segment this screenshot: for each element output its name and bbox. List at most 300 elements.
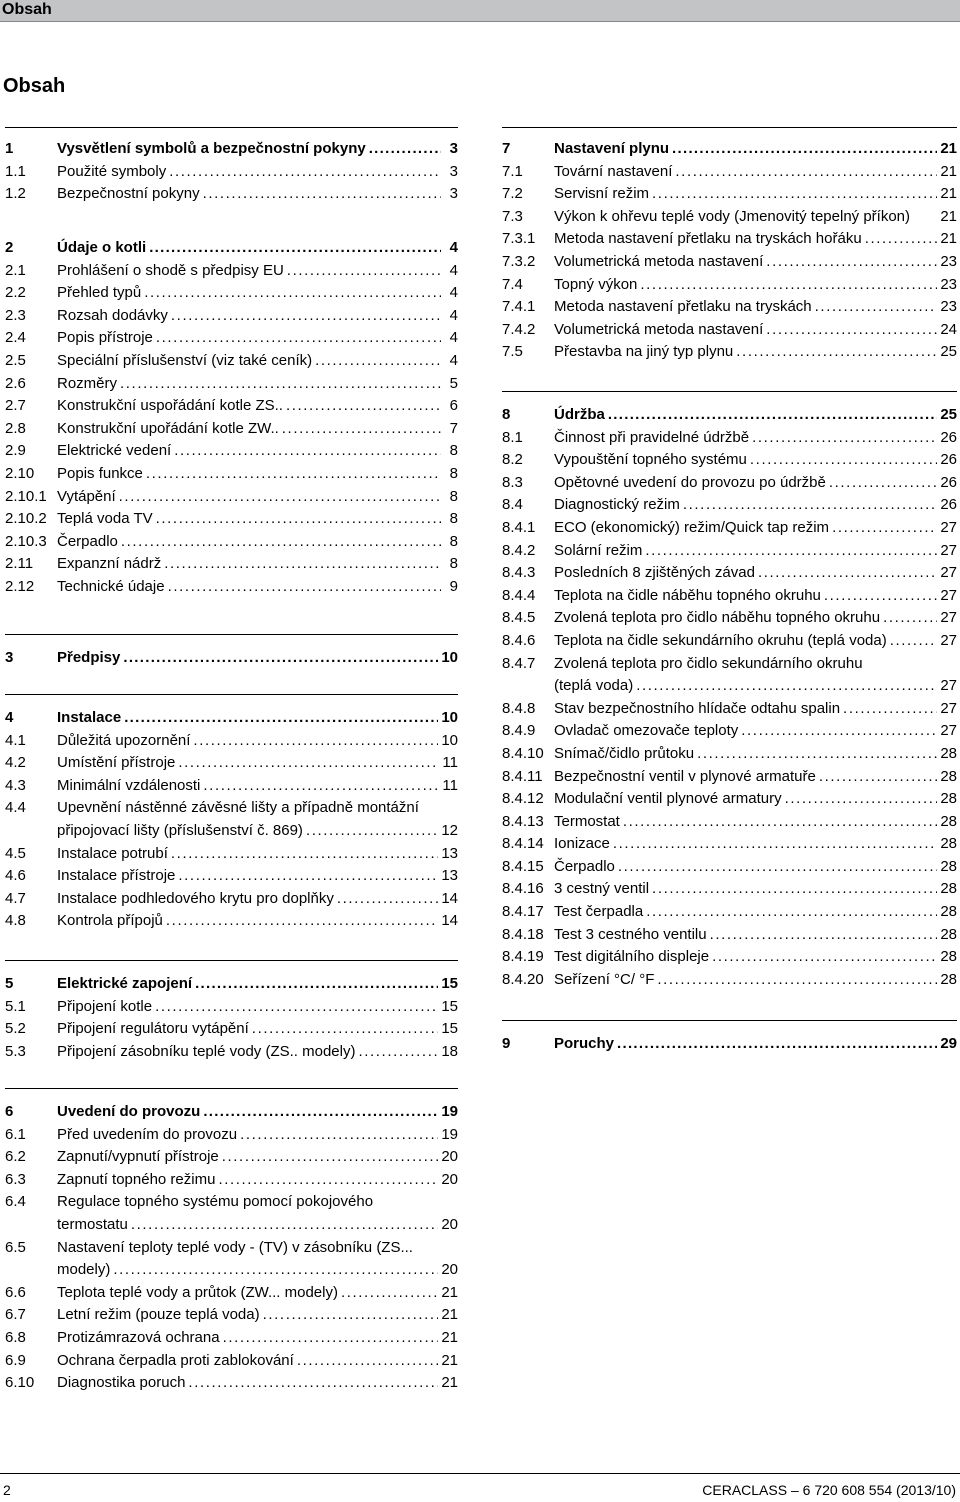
- toc-entry-label: Minimální vzdálenosti: [57, 776, 201, 794]
- toc-entry-page: 8: [449, 442, 458, 460]
- toc-entry-label: Tovární nastavení: [554, 162, 673, 180]
- toc-entry-page: 23: [940, 252, 957, 270]
- toc-entry-8-4-3[interactable]: [502, 562, 957, 585]
- toc-entry-label: Přehled typů: [57, 284, 142, 302]
- toc-entry-label: Údržba: [554, 406, 605, 423]
- toc-section-1: [5, 127, 458, 206]
- toc-entry-2[interactable]: [5, 237, 458, 260]
- toc-entry-page: 21: [441, 1374, 458, 1392]
- dot-leader: [646, 901, 937, 924]
- toc-entry-label: Speciální příslušenství (viz také ceník): [57, 351, 313, 369]
- toc-entry-number: 8.4.14: [502, 835, 544, 853]
- toc-section-8: [502, 391, 957, 991]
- toc-entry-label: Bezpečnostní ventil v plynové armatuře: [554, 767, 816, 785]
- toc-entry-number: 8.2: [502, 451, 523, 469]
- toc-entry-page: 3: [449, 185, 458, 203]
- toc-entry-label: Seřízení °C/ °F: [554, 970, 655, 988]
- toc-entry-page: 21: [940, 230, 957, 248]
- toc-entry-label: Solární režim: [554, 541, 643, 559]
- toc-entry-2-7[interactable]: [5, 395, 458, 418]
- dot-leader: [144, 282, 441, 305]
- toc-entry-label: Letní režim (pouze teplá voda): [57, 1306, 260, 1324]
- dot-leader: [178, 865, 438, 888]
- toc-entry-page: 27: [940, 699, 957, 717]
- toc-entry-8-4-16[interactable]: [502, 878, 957, 901]
- toc-entry-label: Nastavení plynu: [554, 140, 670, 157]
- toc-entry-number: 7.3: [502, 207, 523, 225]
- toc-entry-page: 10: [441, 709, 458, 726]
- toc-entry-8-4-13[interactable]: [502, 811, 957, 834]
- toc-section-3: [5, 634, 458, 670]
- toc-entry-number: 4.3: [5, 776, 26, 794]
- toc-entry-number: 4.2: [5, 754, 26, 772]
- toc-entry-8-4-20[interactable]: [502, 969, 957, 992]
- toc-entry-label: Zvolená teplota pro čidlo náběhu topného okruhu: [554, 609, 881, 627]
- toc-entry-page: 27: [940, 586, 957, 604]
- toc-entry-page: 28: [940, 835, 957, 853]
- toc-entry-number: 2.12: [5, 577, 35, 595]
- toc-entry-6-4[interactable]: 6.4 Regulace topného systému pomocí pokojového termostatu ..... 20: [5, 1191, 458, 1236]
- toc-entry-label: Přestavba na jiný typ plynu: [554, 343, 734, 361]
- toc-entry-9[interactable]: [502, 1033, 957, 1056]
- toc-entry-page: 28: [940, 744, 957, 762]
- dot-leader: [613, 833, 937, 856]
- dot-leader: [203, 183, 441, 206]
- dot-leader: [369, 138, 441, 161]
- toc-entry-number: 7.1: [502, 162, 523, 180]
- toc-entry-number: 2.1: [5, 261, 26, 279]
- toc-entry-label: 3 cestný ventil: [554, 880, 650, 898]
- toc-entry-8-4-10[interactable]: [502, 743, 957, 766]
- toc-entry-number: 8.4.9: [502, 722, 536, 740]
- toc-entry-page: 28: [940, 880, 957, 898]
- toc-entry-label: Připojení zásobníku teplé vody (ZS.. modely): [57, 1042, 356, 1060]
- dot-leader: [195, 973, 438, 996]
- toc-entry-page: 21: [940, 140, 957, 157]
- toc-entry-number: 8.4.13: [502, 812, 544, 830]
- dot-leader: [223, 1327, 439, 1350]
- toc-entry-page: 26: [940, 473, 957, 491]
- toc-entry-page: 21: [940, 185, 957, 203]
- toc-entry-number: 5: [5, 975, 14, 992]
- dot-leader: [203, 1101, 438, 1124]
- toc-entry-page: 21: [940, 162, 957, 180]
- toc-entry-page: 28: [940, 790, 957, 808]
- dot-leader: [675, 161, 937, 184]
- toc-entry-page: 28: [940, 857, 957, 875]
- toc-entry-4-5[interactable]: [5, 843, 458, 866]
- toc-entry-number: 8: [502, 406, 511, 423]
- dot-leader: [824, 585, 937, 608]
- toc-entry-page: 10: [441, 649, 458, 666]
- toc-entry-7-5[interactable]: [502, 341, 957, 364]
- toc-entry-number: 8.4.4: [502, 586, 536, 604]
- toc-entry-4-2[interactable]: [5, 752, 458, 775]
- toc-entry-8-4-5[interactable]: [502, 607, 957, 630]
- toc-entry-page: 21: [441, 1283, 458, 1301]
- dot-leader: [120, 373, 441, 396]
- dot-leader: [843, 698, 937, 721]
- footer-rule: [0, 1473, 960, 1474]
- toc-entry-page: 4: [449, 351, 458, 369]
- toc-entry-number: 2.4: [5, 329, 26, 347]
- toc-entry-label: Popis funkce: [57, 464, 143, 482]
- dot-leader: [657, 969, 937, 992]
- toc-entry-7-2[interactable]: [502, 183, 957, 206]
- toc-entry-6-5[interactable]: 6.5 Nastavení teploty teplé vody - (TV) v zásobníku (ZS... modely) ..... 20: [5, 1237, 458, 1282]
- toc-entry-label: Ionizace: [554, 835, 610, 853]
- toc-entry-number: 2.3: [5, 306, 26, 324]
- toc-entry-7-4-2[interactable]: [502, 319, 957, 342]
- toc-entry-number: 6.1: [5, 1125, 26, 1143]
- toc-entry-page: 8: [449, 555, 458, 573]
- toc-entry-2-8[interactable]: [5, 418, 458, 441]
- toc-entry-2-4[interactable]: [5, 327, 458, 350]
- toc-entry-4[interactable]: [5, 707, 458, 730]
- dot-leader: [315, 350, 441, 373]
- toc-entry-7-4[interactable]: [502, 274, 957, 297]
- toc-entry-4-1[interactable]: [5, 730, 458, 753]
- toc-entry-6-8[interactable]: [5, 1327, 458, 1350]
- toc-entry-page: 28: [940, 812, 957, 830]
- toc-entry-number: 1.2: [5, 185, 26, 203]
- toc-entry-8-4-7[interactable]: 8.4.7 Zvolená teplota pro čidlo sekundárního okruhu (teplá voda) ..... 27: [502, 653, 957, 698]
- toc-entry-page: 15: [441, 1020, 458, 1038]
- toc-section-6: [5, 1088, 458, 1395]
- toc-entry-1[interactable]: [5, 138, 458, 161]
- toc-entry-page: 27: [940, 518, 957, 536]
- toc-entry-7[interactable]: [502, 138, 957, 161]
- toc-entry-label: Teplá voda TV: [57, 510, 153, 528]
- toc-entry-4-3[interactable]: [5, 775, 458, 798]
- toc-entry-number: 2.5: [5, 351, 26, 369]
- toc-entry-page: 20: [441, 1170, 458, 1188]
- dot-leader: [222, 1146, 439, 1169]
- header-rule: [0, 21, 960, 22]
- toc-entry-number: 2.10.1: [5, 487, 47, 505]
- toc-entry-label: ECO (ekonomický) režim/Quick tap režim: [554, 518, 830, 536]
- toc-entry-page: 28: [940, 970, 957, 988]
- toc-entry-page: 4: [449, 239, 458, 256]
- toc-entry-number: 8.4.2: [502, 541, 536, 559]
- dot-leader: [156, 327, 441, 350]
- dot-leader: [829, 472, 937, 495]
- toc-entry-8-4-19[interactable]: [502, 946, 957, 969]
- toc-entry-2-12[interactable]: [5, 576, 458, 599]
- toc-entry-number: 7.3.2: [502, 252, 536, 270]
- toc-entry-number: 6.6: [5, 1283, 26, 1301]
- toc-section-9: [502, 1020, 957, 1056]
- toc-entry-number: 7.2: [502, 185, 523, 203]
- toc-entry-8-4-17[interactable]: [502, 901, 957, 924]
- toc-entry-label: Posledních 8 zjištěných závad: [554, 564, 755, 582]
- toc-entry-number: 6: [5, 1103, 14, 1120]
- dot-leader: [652, 183, 937, 206]
- toc-entry-label: Vysvětlení symbolů a bezpečnostní pokyny: [57, 140, 366, 157]
- toc-entry-page: 27: [940, 631, 957, 649]
- toc-entry-6-3[interactable]: [5, 1169, 458, 1192]
- toc-entry-6-7[interactable]: [5, 1304, 458, 1327]
- toc-entry-page: 28: [940, 925, 957, 943]
- toc-entry-label: Instalace potrubí: [57, 844, 168, 862]
- toc-entry-label: Technické údaje: [57, 577, 165, 595]
- toc-entry-page: 23: [940, 298, 957, 316]
- toc-entry-label: Konstrukční upořádání kotle ZW..: [57, 419, 279, 437]
- toc-entry-number: 7.4.2: [502, 320, 536, 338]
- toc-entry-number: 5.2: [5, 1020, 26, 1038]
- dot-leader: [617, 1033, 937, 1056]
- toc-entry-page: 20: [441, 1148, 458, 1166]
- dot-leader: [608, 404, 937, 427]
- toc-entry-page: 8: [449, 532, 458, 550]
- toc-entry-1-1[interactable]: [5, 161, 458, 184]
- toc-entry-label: Test 3 cestného ventilu: [554, 925, 707, 943]
- toc-entry-2-10-3[interactable]: [5, 531, 458, 554]
- toc-entry-2-2[interactable]: [5, 282, 458, 305]
- toc-entry-4-6[interactable]: [5, 865, 458, 888]
- toc-entry-page: 27: [940, 564, 957, 582]
- toc-entry-number: 2.6: [5, 374, 26, 392]
- toc-entry-label: Volumetrická metoda nastavení: [554, 252, 764, 270]
- toc-entry-page: 6: [449, 397, 458, 415]
- toc-entry-number: 7.3.1: [502, 230, 536, 248]
- dot-leader: [164, 553, 441, 576]
- toc-entry-8-4-1[interactable]: [502, 517, 957, 540]
- dot-leader: [169, 161, 441, 184]
- toc-entry-label: Topný výkon: [554, 275, 638, 293]
- toc-entry-8-4-15[interactable]: [502, 856, 957, 879]
- toc-entry-5-2[interactable]: [5, 1018, 458, 1041]
- running-header-title: Obsah: [2, 1, 52, 18]
- toc-entry-8-4-8[interactable]: [502, 698, 957, 721]
- toc-entry-8-4-6[interactable]: [502, 630, 957, 653]
- toc-entry-label: Kontrola přípojů: [57, 912, 163, 930]
- toc-section-5: [5, 960, 458, 1063]
- toc-entry-label: Vytápění: [57, 487, 116, 505]
- toc-entry-7-3[interactable]: [502, 206, 957, 229]
- dot-leader: [337, 888, 438, 911]
- toc-entry-8-4-14[interactable]: [502, 833, 957, 856]
- toc-entry-page: 4: [449, 329, 458, 347]
- toc-entry-8-4-12[interactable]: [502, 788, 957, 811]
- toc-entry-label: Snímač/čidlo průtoku: [554, 744, 695, 762]
- toc-entry-7-4-1[interactable]: [502, 296, 957, 319]
- dot-leader: [683, 494, 937, 517]
- toc-entry-4-8[interactable]: [5, 910, 458, 933]
- toc-entry-2-10[interactable]: [5, 463, 458, 486]
- toc-entry-label: Modulační ventil plynové armatury: [554, 790, 782, 808]
- toc-entry-number: 8.4.5: [502, 609, 536, 627]
- toc-entry-page: 7: [449, 419, 458, 437]
- dot-leader: [623, 811, 937, 834]
- toc-entry-label: Instalace přístroje: [57, 867, 176, 885]
- toc-entry-number: 2.2: [5, 284, 26, 302]
- toc-entry-8-4[interactable]: [502, 494, 957, 517]
- dot-leader: [785, 788, 938, 811]
- toc-entry-1-2[interactable]: [5, 183, 458, 206]
- toc-entry-page: 3: [449, 140, 458, 157]
- toc-entry-4-7[interactable]: [5, 888, 458, 911]
- toc-entry-number: 8.4.8: [502, 699, 536, 717]
- toc-entry-8-4-4[interactable]: [502, 585, 957, 608]
- toc-entry-page: 29: [940, 1035, 957, 1052]
- toc-entry-6[interactable]: [5, 1101, 458, 1124]
- toc-entry-2-1[interactable]: [5, 260, 458, 283]
- toc-entry-number: 8.4.16: [502, 880, 544, 898]
- toc-entry-6-9[interactable]: [5, 1350, 458, 1373]
- dot-leader: [119, 486, 441, 509]
- toc-entry-label: Prohlášení o shodě s předpisy EU: [57, 261, 284, 279]
- toc-entry-page: 19: [441, 1125, 458, 1143]
- toc-entry-page: 14: [441, 912, 458, 930]
- toc-section-7: [502, 127, 957, 364]
- toc-entry-label: Poruchy: [554, 1035, 615, 1052]
- toc-entry-label: Teplota na čidle náběhu topného okruhu: [554, 586, 821, 604]
- toc-entry-number: 6.3: [5, 1170, 26, 1188]
- toc-entry-page: 4: [449, 284, 458, 302]
- toc-entry-number: 4: [5, 709, 14, 726]
- toc-entry-5-1[interactable]: [5, 996, 458, 1019]
- toc-entry-number: 7.5: [502, 343, 523, 361]
- toc-entry-2-10-1[interactable]: [5, 486, 458, 509]
- toc-entry-7-3-2[interactable]: [502, 251, 957, 274]
- toc-entry-8-2[interactable]: [502, 449, 957, 472]
- toc-entry-number: 8.4.19: [502, 948, 544, 966]
- dot-leader: [766, 319, 937, 342]
- toc-entry-label: Rozsah dodávky: [57, 306, 168, 324]
- dot-leader: [618, 856, 937, 879]
- toc-entry-page: 18: [441, 1042, 458, 1060]
- toc-section-2: [5, 237, 458, 599]
- toc-entry-5[interactable]: [5, 973, 458, 996]
- footer-page-number: 2: [3, 1482, 11, 1498]
- dot-leader: [341, 1282, 438, 1305]
- toc-entry-page: 13: [441, 867, 458, 885]
- toc-entry-page: 26: [940, 496, 957, 514]
- footer-document-id: CERACLASS – 6 720 608 554 (2013/10): [702, 1482, 956, 1498]
- toc-entry-2-6[interactable]: [5, 373, 458, 396]
- toc-entry-page: 27: [940, 722, 957, 740]
- toc-entry-page: 3: [449, 162, 458, 180]
- toc-entry-page: 26: [940, 428, 957, 446]
- toc-entry-number: 8.4.12: [502, 790, 544, 808]
- toc-entry-number: 6.2: [5, 1148, 26, 1166]
- toc-entry-number: 8.4.17: [502, 903, 544, 921]
- toc-entry-2-3[interactable]: [5, 305, 458, 328]
- toc-entry-6-6[interactable]: [5, 1282, 458, 1305]
- dot-leader: [358, 1041, 438, 1064]
- toc-entry-label: Diagnostický režim: [554, 496, 680, 514]
- toc-entry-2-5[interactable]: [5, 350, 458, 373]
- toc-entry-number: 6.7: [5, 1306, 26, 1324]
- toc-entry-page: 21: [441, 1306, 458, 1324]
- dot-leader: [146, 463, 441, 486]
- toc-entry-number: 2.10: [5, 464, 35, 482]
- toc-entry-7-3-1[interactable]: [502, 228, 957, 251]
- toc-entry-page: 25: [940, 406, 957, 423]
- toc-entry-8-4-9[interactable]: [502, 720, 957, 743]
- toc-entry-number: 2.9: [5, 442, 26, 460]
- toc-entry-page: 8: [449, 487, 458, 505]
- dot-leader: [815, 296, 938, 319]
- toc-entry-page: 11: [442, 776, 458, 794]
- page-title: Obsah: [3, 75, 66, 97]
- dot-leader: [297, 1350, 439, 1373]
- toc-entry-6-10[interactable]: [5, 1372, 458, 1395]
- toc-entry-label: Předpisy: [57, 649, 121, 666]
- toc-entry-number: 8.4.1: [502, 518, 536, 536]
- dot-leader: [240, 1124, 438, 1147]
- toc-entry-label: Výkon k ohřevu teplé vody (Jmenovitý tepelný příkon): [554, 207, 911, 225]
- toc-entry-label: Opětovné uvedení do provozu po údržbě: [554, 473, 826, 491]
- dot-leader: [171, 843, 438, 866]
- toc-entry-label: Umístění přístroje: [57, 754, 176, 772]
- dot-leader: [832, 517, 937, 540]
- toc-entry-label: Test digitálního displeje: [554, 948, 710, 966]
- toc-entry-label: Důležitá upozornění: [57, 731, 191, 749]
- dot-leader: [741, 720, 937, 743]
- toc-entry-5-3[interactable]: [5, 1041, 458, 1064]
- toc-entry-8-4-2[interactable]: [502, 540, 957, 563]
- toc-entry-2-11[interactable]: [5, 553, 458, 576]
- dot-leader: [697, 743, 937, 766]
- toc-entry-label: Popis přístroje: [57, 329, 153, 347]
- toc-entry-page: 5: [449, 374, 458, 392]
- toc-entry-number: 2.8: [5, 419, 26, 437]
- dot-leader: [672, 138, 937, 161]
- toc-entry-page: 10: [441, 731, 458, 749]
- dot-leader: [710, 924, 938, 947]
- toc-entry-3[interactable]: [5, 647, 458, 670]
- toc-entry-label: Před uvedením do provozu: [57, 1125, 238, 1143]
- toc-entry-4-4[interactable]: 4.4 Upevnění nástěnné závěsné lišty a případně montážní připojovací lišty (příslušenství č. 869) ..... 12: [5, 797, 458, 842]
- toc-entry-2-10-2[interactable]: [5, 508, 458, 531]
- toc-entry-2-9[interactable]: [5, 440, 458, 463]
- toc-entry-8-4-11[interactable]: [502, 766, 957, 789]
- dot-leader: [121, 531, 441, 554]
- toc-entry-page: 9: [449, 577, 458, 595]
- toc-entry-number: 4.7: [5, 889, 26, 907]
- toc-entry-number: 5.3: [5, 1042, 26, 1060]
- dot-leader: [263, 1304, 439, 1327]
- dot-leader: [218, 1169, 438, 1192]
- toc-entry-8-1[interactable]: [502, 427, 957, 450]
- toc-entry-label: Servisní režim: [554, 185, 650, 203]
- running-header: [0, 0, 960, 21]
- toc-entry-8-3[interactable]: [502, 472, 957, 495]
- toc-entry-6-2[interactable]: [5, 1146, 458, 1169]
- toc-entry-number: 1: [5, 140, 14, 157]
- toc-entry-number: 8.4: [502, 496, 523, 514]
- dot-leader: [171, 305, 441, 328]
- toc-entry-label: Vypouštění topného systému: [554, 451, 747, 469]
- toc-entry-6-1[interactable]: [5, 1124, 458, 1147]
- toc-entry-label: Ovladač omezovače teploty: [554, 722, 739, 740]
- dot-leader: [168, 576, 441, 599]
- dot-leader: [252, 1018, 439, 1041]
- toc-entry-number: 2.11: [5, 555, 34, 573]
- toc-entry-8[interactable]: [502, 404, 957, 427]
- toc-entry-label: Čerpadlo: [57, 532, 118, 550]
- toc-entry-7-1[interactable]: [502, 161, 957, 184]
- toc-entry-label: Zapnutí topného režimu: [57, 1170, 216, 1188]
- toc-entry-number: 8.4.10: [502, 744, 544, 762]
- toc-entry-8-4-18[interactable]: [502, 924, 957, 947]
- toc-entry-page: 26: [940, 451, 957, 469]
- toc-entry-page: 8: [449, 464, 458, 482]
- toc-entry-label: Elektrické zapojení: [57, 975, 193, 992]
- toc-entry-label: Použité symboly: [57, 162, 167, 180]
